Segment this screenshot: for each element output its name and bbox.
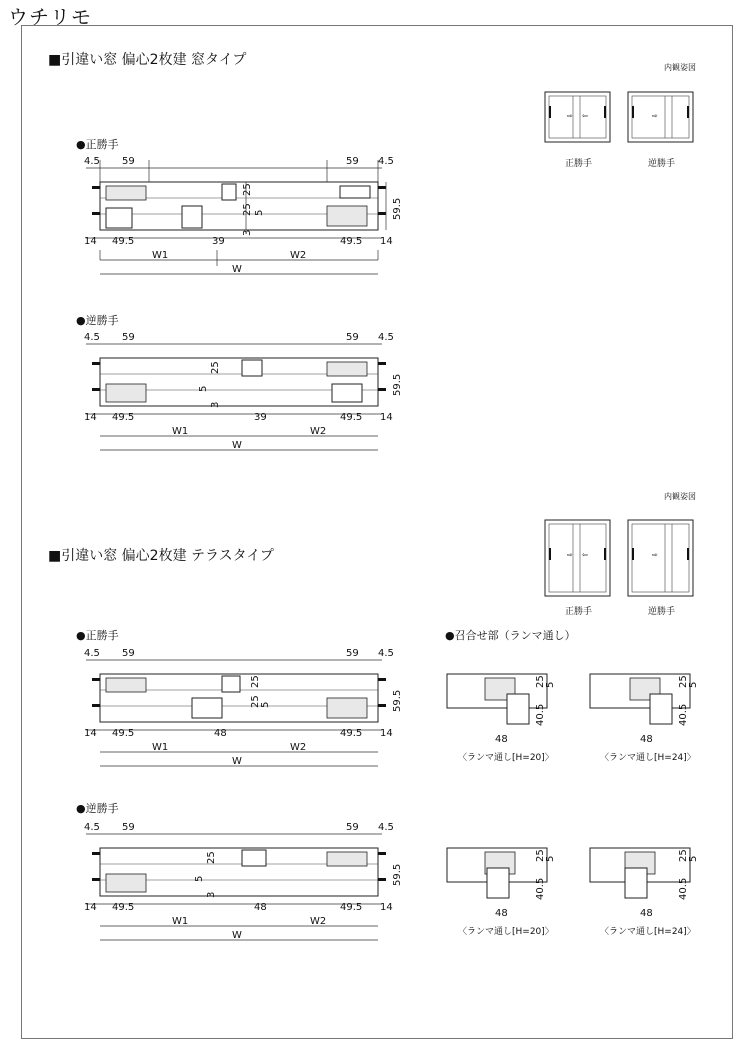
svg-text:49.5: 49.5	[340, 412, 363, 423]
svg-text:25: 25	[250, 695, 261, 708]
svg-text:5: 5	[254, 209, 265, 216]
elevation-right-frame	[545, 92, 610, 142]
svg-text:⇨: ⇨	[567, 112, 573, 120]
svg-text:W1: W1	[152, 250, 169, 261]
terrace-elevation-reverse-label: 逆勝手	[648, 607, 676, 617]
outer-sash-profile	[106, 186, 146, 200]
svg-text:14: 14	[84, 728, 97, 739]
svg-text:48: 48	[640, 734, 653, 745]
svg-text:14: 14	[380, 728, 393, 739]
svg-text:W1: W1	[172, 426, 189, 437]
svg-text:3: 3	[206, 891, 217, 898]
svg-text:40.5: 40.5	[678, 703, 689, 726]
svg-text:14: 14	[380, 236, 393, 247]
svg-text:4.5: 4.5	[84, 156, 100, 167]
svg-text:4.5: 4.5	[378, 822, 394, 833]
svg-text:⇦: ⇦	[582, 112, 588, 120]
svg-text:W: W	[232, 930, 242, 941]
svg-text:25: 25	[250, 675, 261, 688]
terrace-right-hand-label: ●正勝手	[76, 629, 119, 642]
svg-text:4.5: 4.5	[378, 648, 394, 659]
svg-text:5: 5	[688, 855, 699, 862]
svg-text:48: 48	[495, 734, 508, 745]
svg-text:48: 48	[495, 908, 508, 919]
svg-text:14: 14	[380, 902, 393, 913]
svg-text:W2: W2	[290, 742, 307, 753]
svg-text:25: 25	[206, 851, 217, 864]
page-title: ウチリモ	[8, 5, 92, 29]
svg-text:4.5: 4.5	[84, 332, 100, 343]
svg-text:⇨: ⇨	[652, 551, 658, 559]
svg-text:59: 59	[122, 156, 135, 167]
terrace-elevation-right-label: 正勝手	[565, 607, 593, 617]
svg-text:25: 25	[678, 675, 689, 688]
svg-text:4.5: 4.5	[84, 648, 100, 659]
svg-text:⇦: ⇦	[582, 551, 588, 559]
svg-text:48: 48	[254, 902, 267, 913]
svg-text:59.5: 59.5	[392, 689, 403, 712]
meeting-h24-label-1: 〈ランマ通し[H=24]〉	[600, 753, 696, 763]
svg-text:5: 5	[198, 385, 209, 392]
svg-text:W1: W1	[172, 916, 189, 927]
meeting-rail-detail-right	[445, 664, 715, 744]
svg-text:W: W	[232, 756, 242, 767]
svg-text:3: 3	[242, 229, 253, 236]
elevation-thumbnails-terrace	[540, 518, 700, 598]
svg-text:14: 14	[84, 236, 97, 247]
svg-text:49.5: 49.5	[340, 902, 363, 913]
svg-text:25: 25	[210, 361, 221, 374]
svg-text:59.5: 59.5	[392, 373, 403, 396]
svg-text:25: 25	[242, 183, 253, 196]
svg-text:5: 5	[545, 855, 556, 862]
svg-text:59: 59	[122, 822, 135, 833]
svg-text:14: 14	[380, 412, 393, 423]
svg-text:59: 59	[122, 332, 135, 343]
svg-text:4.5: 4.5	[84, 822, 100, 833]
svg-text:14: 14	[84, 902, 97, 913]
svg-text:W: W	[232, 440, 242, 451]
svg-text:59: 59	[346, 648, 359, 659]
section-terrace-reverse	[82, 816, 422, 946]
svg-text:48: 48	[640, 908, 653, 919]
section-title-window: ■引違い窓 偏心2枚建 窓タイプ	[48, 52, 247, 68]
svg-text:W: W	[232, 264, 242, 275]
svg-text:3: 3	[210, 401, 221, 408]
svg-text:25: 25	[535, 849, 546, 862]
svg-text:5: 5	[260, 701, 271, 708]
meeting-rail-title: ●召合せ部（ランマ通し）	[445, 629, 576, 642]
svg-text:25: 25	[535, 675, 546, 688]
svg-text:49.5: 49.5	[112, 902, 135, 913]
svg-text:59.5: 59.5	[392, 197, 403, 220]
interior-view-note-1: 内観姿図	[664, 63, 696, 72]
interior-view-note-2: 内観姿図	[664, 492, 696, 501]
inner-sash-profile	[327, 206, 367, 226]
svg-text:59: 59	[346, 156, 359, 167]
svg-text:25: 25	[678, 849, 689, 862]
section-window-reverse	[82, 326, 422, 456]
section-window-right	[82, 150, 422, 280]
svg-text:4.5: 4.5	[378, 332, 394, 343]
svg-text:5: 5	[545, 681, 556, 688]
terrace-reverse-hand-label: ●逆勝手	[76, 802, 119, 815]
svg-text:49.5: 49.5	[340, 728, 363, 739]
window-reverse-hand-label: ●逆勝手	[76, 314, 119, 327]
svg-text:49.5: 49.5	[112, 728, 135, 739]
svg-text:40.5: 40.5	[678, 877, 689, 900]
section-title-terrace: ■引違い窓 偏心2枚建 テラスタイプ	[48, 548, 274, 564]
svg-text:59: 59	[122, 648, 135, 659]
svg-text:W2: W2	[310, 916, 327, 927]
elevation-right-label: 正勝手	[565, 159, 593, 169]
meeting-rail-detail-reverse	[445, 838, 715, 918]
svg-text:48: 48	[214, 728, 227, 739]
svg-text:40.5: 40.5	[535, 877, 546, 900]
svg-text:40.5: 40.5	[535, 703, 546, 726]
svg-text:5: 5	[688, 681, 699, 688]
section-terrace-right	[82, 642, 422, 772]
svg-text:W2: W2	[310, 426, 327, 437]
elevation-reverse-frame	[628, 92, 693, 142]
elevation-thumbnails-window	[540, 90, 700, 150]
meeting-h20-label-1: 〈ランマ通し[H=20]〉	[458, 753, 554, 763]
svg-text:14: 14	[84, 412, 97, 423]
svg-text:59: 59	[346, 822, 359, 833]
meeting-h24-label-2: 〈ランマ通し[H=24]〉	[600, 927, 696, 937]
svg-text:39: 39	[254, 412, 267, 423]
svg-text:59: 59	[346, 332, 359, 343]
meeting-h20-label-2: 〈ランマ通し[H=20]〉	[458, 927, 554, 937]
svg-text:⇨: ⇨	[652, 112, 658, 120]
svg-text:39: 39	[212, 236, 225, 247]
svg-text:5: 5	[194, 875, 205, 882]
window-right-hand-label: ●正勝手	[76, 138, 119, 151]
svg-text:49.5: 49.5	[112, 412, 135, 423]
svg-text:59.5: 59.5	[392, 863, 403, 886]
svg-text:4.5: 4.5	[378, 156, 394, 167]
svg-text:W1: W1	[152, 742, 169, 753]
svg-text:49.5: 49.5	[340, 236, 363, 247]
svg-text:49.5: 49.5	[112, 236, 135, 247]
svg-text:W2: W2	[290, 250, 307, 261]
elevation-reverse-label: 逆勝手	[648, 159, 676, 169]
svg-text:⇨: ⇨	[567, 551, 573, 559]
svg-text:25: 25	[242, 203, 253, 216]
